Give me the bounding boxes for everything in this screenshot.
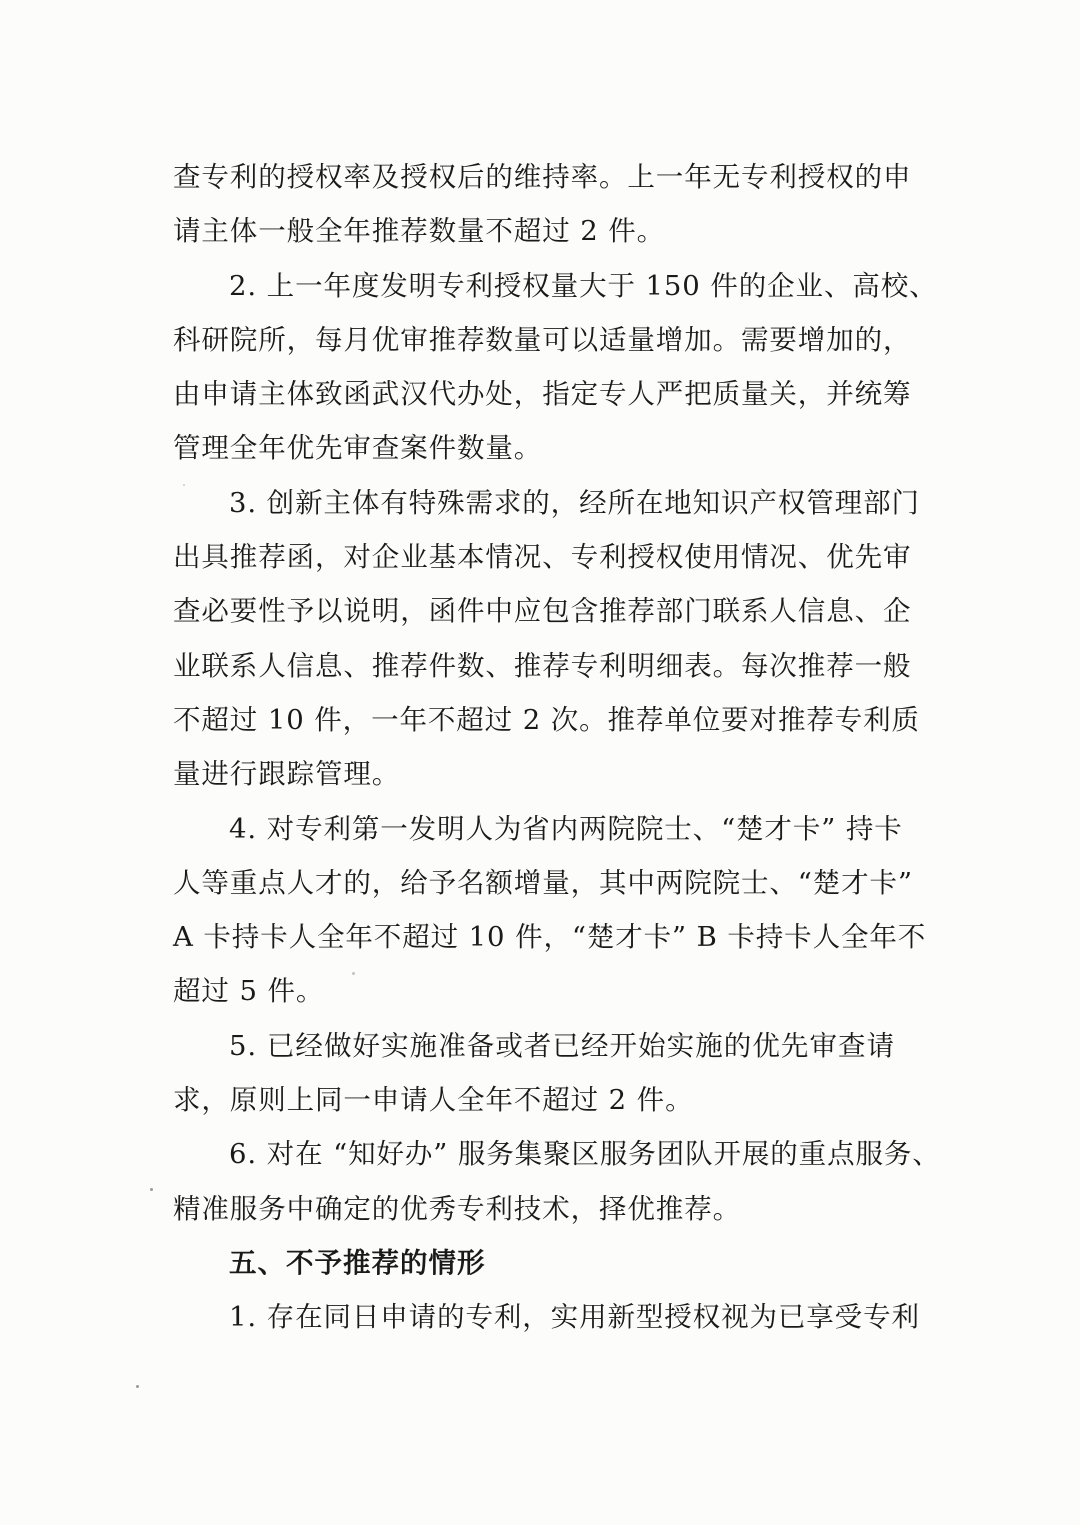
text-line: 查必要性予以说明，函件中应包含推荐部门联系人信息、企 (173, 595, 912, 628)
text-line: 管理全年优先审查案件数量。 (173, 432, 543, 465)
document-body (173, 150, 941, 1345)
text-line: 由申请主体致函武汉代办处，指定专人严把质量关，并统筹 (173, 378, 912, 411)
scan-speck (150, 1188, 153, 1191)
text-line: A 卡持卡人全年不超过 10 件，“楚才卡” B 卡持卡人全年不 (173, 921, 927, 954)
section-heading: 五、不予推荐的情形 (229, 1246, 486, 1279)
text-line: 请主体一般全年推荐数量不超过 2 件。 (173, 215, 666, 248)
text-line: 4. 对专利第一发明人为省内两院院士、“楚才卡” 持卡 (229, 812, 903, 845)
text-line: 查专利的授权率及授权后的维持率。上一年无专利授权的申 (173, 161, 912, 193)
text-line: 量进行跟踪管理。 (173, 758, 401, 791)
text-line: 超过 5 件。 (173, 975, 325, 1008)
text-line: 不超过 10 件，一年不超过 2 次。推荐单位要对推荐专利质 (173, 703, 920, 736)
text-line: 出具推荐函，对企业基本情况、专利授权使用情况、优先审 (173, 541, 912, 574)
text-line: 求，原则上同一申请人全年不超过 2 件。 (173, 1084, 694, 1117)
text-line: 2. 上一年度发明专利授权量大于 150 件的企业、高校、 (229, 269, 938, 302)
text-line: 1. 存在同日申请的专利，实用新型授权视为已享受专利 (229, 1301, 920, 1334)
text-line: 3. 创新主体有特殊需求的，经所在地知识产权管理部门 (229, 486, 920, 519)
text-line: 精准服务中确定的优秀专利技术，择优推荐。 (173, 1192, 741, 1225)
text-line: 6. 对在 “知好办” 服务集聚区服务团队开展的重点服务、 (229, 1138, 941, 1171)
text-line: 人等重点人才的，给予名额增量，其中两院院士、“楚才卡” (173, 866, 913, 899)
scan-speck (136, 1385, 139, 1388)
text-line: 科研院所，每月优审推荐数量可以适量增加。需要增加的， (173, 323, 912, 356)
scan-speck (352, 972, 355, 975)
text-line: 业联系人信息、推荐件数、推荐专利明细表。每次推荐一般 (173, 649, 912, 682)
scan-speck (183, 484, 185, 486)
text-line: 5. 已经做好实施准备或者已经开始实施的优先审查请 (229, 1029, 895, 1062)
